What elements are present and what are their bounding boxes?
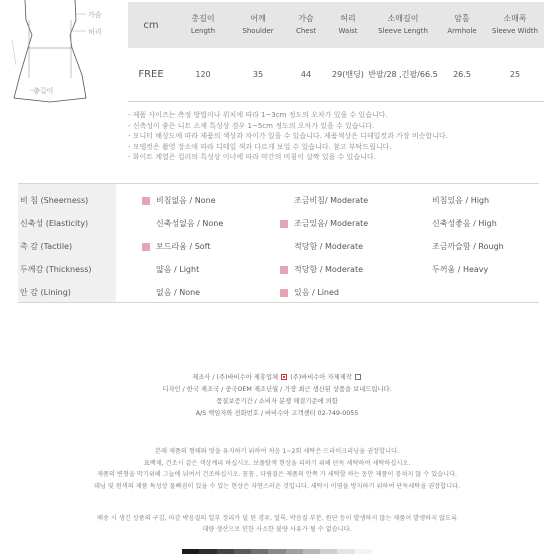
info-manufacturer: [0, 372, 554, 384]
detail-option: [142, 258, 199, 281]
sketch-label-waist: 허리: [88, 28, 102, 36]
swatch-block: [320, 549, 337, 554]
info-warranty: 품질보증기간 / 소비자 분쟁 해결기준에 의함: [216, 398, 338, 405]
care-line: 본래 제품의 형태와 멋을 유지하기 위하여 처음 1~2회 세탁은 드라이크리닝을 권장합니다.: [155, 448, 399, 455]
detail-option-label: 비침있음 / High: [432, 196, 490, 205]
swatch-block: [268, 549, 285, 554]
checkbox-marker: [142, 289, 150, 297]
detail-row-elasticity: [18, 212, 539, 235]
size-table-header: [128, 2, 544, 48]
note-line: - 신축성이 좋은 니트 소재 특성상 경우 1~5cm 정도의 오차가 있을 수 있습니다.: [128, 121, 375, 130]
checkbox-marker: [142, 197, 150, 205]
shipping-note: [0, 514, 554, 535]
note-line: - 모델컷은 촬영 장소에 따라 디테일 색과 다르게 보일 수 있습니다. 참고 부탁드립니다.: [128, 142, 392, 151]
col-chest: [284, 2, 328, 48]
size-name: FREE: [138, 69, 164, 80]
sketch-label-length: 총길이: [33, 87, 54, 95]
detail-row-label: 촉 감 (Tactile): [20, 242, 73, 251]
size-notes: [128, 110, 548, 163]
size-value: 44: [300, 70, 312, 79]
detail-row-label: 비 침 (Sheerness): [20, 196, 89, 205]
detail-row-sheerness: [18, 189, 539, 212]
unchecked-box-icon: [355, 374, 361, 380]
checkbox-marker: [142, 243, 150, 251]
sketch-label-chest: 가슴: [88, 11, 102, 19]
checkbox-marker: [418, 266, 426, 274]
detail-row-label: 안 감 (Lining): [20, 288, 71, 297]
size-value: 반팔/28 ,긴팔/66.5: [368, 70, 438, 79]
info-partner-label: 제조사 / (주)바비수아 제휴업체: [192, 374, 279, 381]
care-line: 제품의 변형을 막기위해 그늘에 뉘여서 건조하십시오. 꼼꼼 , 다림질은 제품의 안쪽 가 세탁할 하는 동안 제품이 뭉쳐지 않 수 있습니다.: [96, 471, 458, 479]
col-label-ko: 허리: [340, 14, 356, 23]
size-value: 26.5: [453, 70, 471, 79]
note-line: - 모니터 해상도에 따라 제품의 색상과 차이가 있을 수 있습니다. 제품색상은 디테일컷과 가장 비슷합니다.: [128, 132, 448, 141]
detail-option-label: 없음 / None: [156, 288, 201, 297]
size-value: 29(밴딩): [332, 70, 364, 79]
checkbox-marker: [280, 243, 288, 251]
col-label-en: Shoulder: [242, 27, 274, 35]
swatch-block: [303, 549, 320, 554]
checkbox-marker: [418, 220, 426, 228]
col-label-en: Length: [190, 27, 216, 35]
size-row-free: [128, 48, 544, 102]
detail-option-label: 비침없음 / None: [156, 196, 216, 205]
size-value: 25: [509, 70, 521, 79]
unit-header: cm: [143, 19, 159, 31]
checkbox-marker: [418, 243, 426, 251]
info-own-label: (주)바비수아 자체제작: [290, 374, 352, 381]
swatch-block: [337, 549, 354, 554]
col-label-ko: 총길이: [191, 14, 215, 23]
care-line: 표백제, 건조시 같은 색상계리 하십시오. 보풀탈색 현상을 피하기 위해 단독 세탁하여 세탁하십시오.: [143, 459, 411, 467]
col-length: [174, 2, 232, 48]
note-line: - 화이트 계열은 컬러의 특성상 이너에 따라 약간의 비침이 살짝 있을 수 있습니다.: [128, 153, 376, 162]
ship-line: 배송 시 생긴 상품의 구김, 마감 박음질의 일부 정리가 덜 된 경우, 얼룩, 박음질 부분, 원단 등이 발생하지 않는 제품이 발생하지 않도록: [97, 515, 457, 522]
info-as-contact: A/S 책임자와 전화번호 / 바비수아 고객센터 02-749-0055: [195, 410, 359, 417]
col-label-ko: 어깨: [250, 14, 266, 23]
col-shoulder: [232, 2, 284, 48]
care-instructions: [0, 446, 554, 493]
detail-option: [280, 258, 363, 281]
detail-option-label: 신축성좋음 / High: [432, 219, 497, 228]
detail-row-label: 두께감 (Thickness): [20, 265, 92, 274]
size-value: 120: [195, 70, 211, 79]
detail-row-lining: [18, 281, 539, 304]
detail-option: [280, 235, 363, 258]
checkbox-marker: [280, 266, 288, 274]
checkbox-marker: [418, 197, 426, 205]
detail-option: [418, 189, 489, 212]
col-label-en: Sleeve Width: [491, 27, 538, 35]
col-label-ko: 가슴: [298, 14, 314, 23]
swatch-block: [251, 549, 268, 554]
col-label-ko: 암홀: [454, 14, 470, 23]
swatch-block: [355, 549, 372, 554]
detail-option: [418, 258, 488, 281]
col-label-en: Chest: [295, 27, 317, 35]
checkbox-marker: [142, 220, 150, 228]
detail-option: [280, 212, 368, 235]
ship-line: 대량 생산으로 인한 사소한 불량 사유가 될 수 없습니다.: [202, 525, 352, 533]
dress-sketch: [0, 0, 120, 108]
fabric-detail-table: [18, 183, 539, 303]
detail-option-label: 두꺼움 / Heavy: [432, 265, 489, 274]
col-label-ko: 소매길이: [387, 14, 419, 23]
detail-row-thickness: [18, 258, 539, 281]
detail-option: [142, 189, 216, 212]
col-label-ko: 소매폭: [503, 14, 527, 23]
detail-option-label: 신축성없음 / None: [156, 219, 224, 228]
product-info: [0, 372, 554, 420]
note-line: - 제품 사이즈는 측정 방법이나 위치에 따라 1~3cm 정도의 오차가 있을 수 있습니다.: [128, 111, 388, 119]
size-value: 35: [252, 70, 264, 79]
col-waist: [328, 2, 368, 48]
checkbox-marker: [280, 220, 288, 228]
detail-option-label: 조금있음/ Moderate: [294, 219, 369, 228]
col-label-en: Sleeve Length: [378, 27, 428, 35]
checkbox-marker: [280, 289, 288, 297]
checkbox-marker: [142, 266, 150, 274]
info-origin: 디자인 / 한국 제조국 / 중국OEM 제조년월 / 가장 최근 생산된 상품을 보내드립니다.: [162, 386, 392, 393]
col-sleeve-width: [486, 2, 544, 48]
color-swatch-strip: [182, 549, 372, 554]
swatch-block: [182, 549, 199, 554]
col-label-en: Armhole: [447, 27, 477, 35]
col-armhole: [438, 2, 486, 48]
detail-option: [142, 281, 200, 304]
detail-option-label: 조금비침/ Moderate: [294, 196, 369, 205]
detail-option: [142, 235, 210, 258]
care-line: 데님 및 원색의 제품 특성상 물빠짐이 있을 수 있는 현상은 자연스러운 것입니다. 세탁시 이염을 방지하기 위하여 단독세탁을 권장합니다.: [93, 483, 461, 491]
detail-option: [280, 189, 368, 212]
detail-option: [418, 235, 504, 258]
detail-option-label: 보드라움 / Soft: [156, 242, 211, 251]
dress-outline-drawing: [0, 0, 120, 108]
detail-option-label: 얇음 / Light: [156, 265, 200, 274]
detail-option: [418, 212, 497, 235]
col-label-en: Waist: [338, 27, 358, 35]
checkbox-marker: [280, 197, 288, 205]
col-sleeve-length: [368, 2, 438, 48]
detail-option-label: 있음 / Lined: [294, 288, 339, 297]
detail-option: [142, 212, 223, 235]
detail-option: [280, 281, 339, 304]
checked-box-icon: [281, 374, 287, 380]
swatch-block: [199, 549, 216, 554]
swatch-block: [234, 549, 251, 554]
detail-option-label: 적당함 / Moderate: [294, 242, 364, 251]
swatch-block: [217, 549, 234, 554]
detail-row-tactile: [18, 235, 539, 258]
detail-option-label: 적당함 / Moderate: [294, 265, 364, 274]
detail-option-label: 조금까슬함 / Rough: [432, 242, 504, 251]
swatch-block: [286, 549, 303, 554]
detail-row-label: 신축성 (Elasticity): [20, 219, 89, 228]
size-table: [128, 2, 544, 102]
